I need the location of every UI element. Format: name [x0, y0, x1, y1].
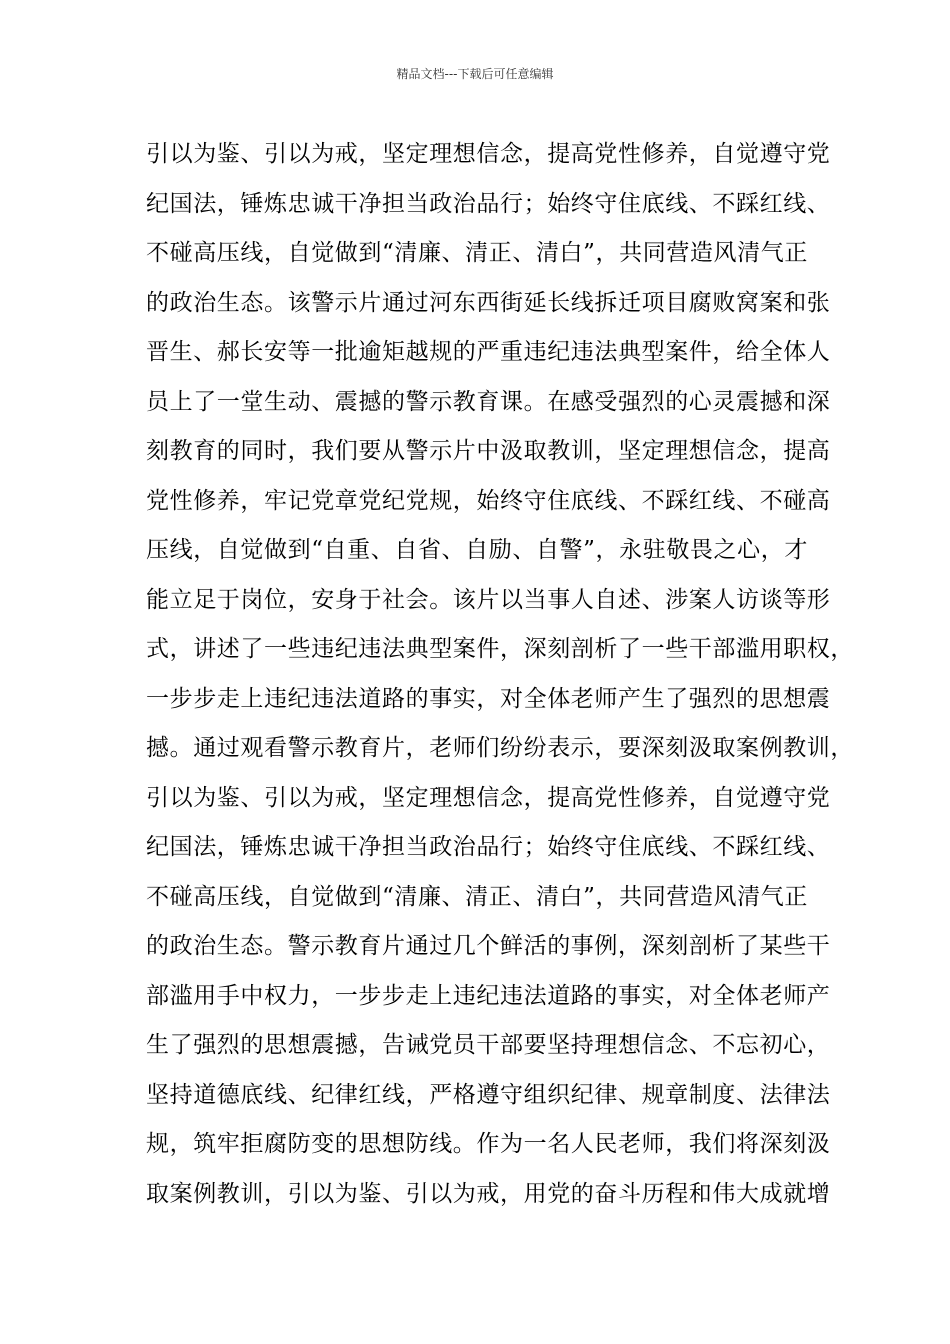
text-line: 员上了一堂生动、震撼的警示教育课。在感受强烈的心灵震撼和深: [146, 388, 831, 415]
text-line: 部滥用手中权力，一步步走上违纪违法道路的事实，对全体老师产: [146, 982, 831, 1009]
text-line: 纪国法，锤炼忠诚干净担当政治品行；始终守住底线、不踩红线、: [146, 834, 831, 860]
text-line: 党性修养，牢记党章党纪党规，始终守住底线、不踩红线、不碰高: [146, 487, 831, 514]
text-line: 不碰高压线，自觉做到“清廉、清正、清白”，共同营造风清气正: [146, 240, 808, 266]
body-text: [146, 130, 854, 1219]
text-line: 晋生、郝长安等一批逾矩越规的严重违纪违法典型案件，给全体人: [146, 339, 831, 365]
text-line: 生了强烈的思想震撼，告诫党员干部要坚持理想信念、不忘初心，: [146, 1032, 831, 1058]
text-line: 一步步走上违纪违法道路的事实，对全体老师产生了强烈的思想震: [146, 685, 831, 712]
text-line: 不碰高压线，自觉做到“清廉、清正、清白”，共同营造风清气正: [146, 883, 808, 910]
text-line: 撼。通过观看警示教育片，老师们纷纷表示，要深刻汲取案例教训，: [146, 735, 854, 761]
text-line: 规，筑牢拒腐防变的思想防线。作为一名人民老师，我们将深刻汲: [146, 1131, 831, 1157]
text-line: 的政治生态。警示教育片通过几个鲜活的事例，深刻剖析了某些干: [146, 933, 831, 959]
text-line: 纪国法，锤炼忠诚干净担当政治品行；始终守住底线、不踩红线、: [146, 190, 831, 217]
text-line: 引以为鉴、引以为戒，坚定理想信念，提高党性修养，自觉遵守党: [146, 141, 831, 167]
text-line: 式，讲述了一些违纪违法典型案件，深刻剖析了一些干部滥用职权，: [146, 636, 854, 662]
page-header: 精品文档---下载后可任意编辑: [396, 67, 554, 81]
text-line: 能立足于岗位，安身于社会。该片以当事人自述、涉案人访谈等形: [146, 586, 831, 613]
text-line: 引以为鉴、引以为戒，坚定理想信念，提高党性修养，自觉遵守党: [146, 784, 831, 811]
text-line: 刻教育的同时，我们要从警示片中汲取教训，坚定理想信念，提高: [146, 438, 831, 464]
text-line: 坚持道德底线、纪律红线，严格遵守组织纪律、规章制度、法律法: [146, 1081, 831, 1108]
text-line: 的政治生态。该警示片通过河东西街延长线拆迁项目腐败窝案和张: [146, 289, 831, 316]
text-line: 压线，自觉做到“自重、自省、自励、自警”，永驻敬畏之心，才: [146, 537, 808, 563]
text-line: 取案例教训，引以为鉴、引以为戒，用党的奋斗历程和伟大成就增: [146, 1180, 831, 1207]
